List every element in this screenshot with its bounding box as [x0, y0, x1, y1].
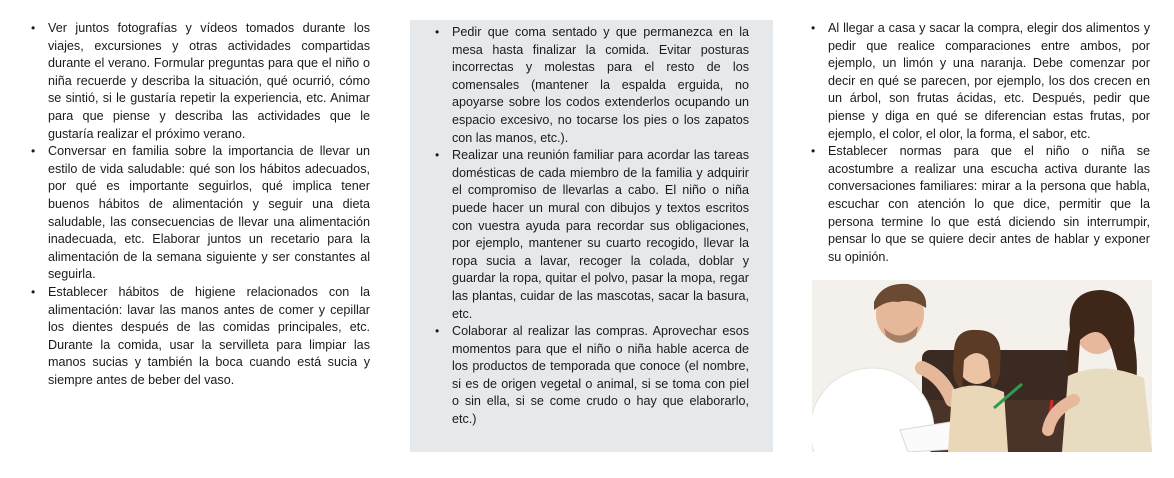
- list-item: [808, 20, 1150, 143]
- bullet-icon: •: [811, 144, 816, 159]
- list-item-text: Ver juntos fotografías y vídeos tomados durante los viajes, excursiones y otras actividades compartidas durante el verano. Formular preguntas para que el niño o niña recuerde y describa la situación, qué ocurrió, cómo se sintió, si le gustaría repetir la experiencia, etc. Animar para que piense y describa las actividades que le gustaría realizar el próximo verano.: [48, 21, 370, 141]
- bullet-icon: •: [435, 25, 440, 39]
- list-item: [432, 24, 749, 147]
- list-item: [808, 143, 1150, 266]
- list-item-text: Conversar en familia sobre la importancia de llevar un estilo de vida saludable: qué son los hábitos adecuados, por qué es importante seguirlos, qué implica tener buenos hábitos de alimentación y seguir una dieta saludable, las consecuencias de llevar una alimentación inadecuada, etc. Elaborar juntos un recetario para la alimentación de la semana siguiente y ser constantes al seguirla.: [48, 144, 370, 282]
- list-item-text: Colaborar al realizar las compras. Aprovechar esos momentos para que el niño o niña hable acerca de los productos de temporada que conoce (el nombre, si es de origen vegetal o animal, si se toma con piel o sin ella, si se come crudo o hay que elaborarlo, etc.): [452, 324, 749, 427]
- column-right: [808, 20, 1150, 266]
- bullet-icon: •: [811, 21, 816, 35]
- list-item: [28, 143, 370, 284]
- list-item-text: Realizar una reunión familiar para acordar las tareas domésticas de cada miembro de la familia y adquirir el compromiso de llevarlas a cabo. El niño o niña puede hacer un mural con dibujos y textos escritos con vuestra ayuda para recordar sus obligaciones, por ejemplo, mantener su cuarto recogido, llevar la ropa sucia a lavar, recoger la colada, doblar y guardar la ropa, quitar el polvo, pasar la mopa, regar las plantas, cuidar de las mascotas, sacar la basura, etc.: [452, 148, 749, 321]
- bullet-icon: •: [31, 144, 36, 159]
- bullet-icon: •: [31, 21, 36, 35]
- list-item-text: Establecer hábitos de higiene relacionados con la alimentación: lavar las manos antes de comer y cepillar los dientes después de las comidas principales, etc. Durante la comida, usar la servilleta para limpiar las manos sucias y también la boca cuando está sucia y siempre antes de beber del vaso.: [48, 284, 370, 387]
- list-item-text: Establecer normas para que el niño o niña se acostumbre a realizar una escucha activa durante las conversaciones familiares: mirar a la persona que habla, escuchar con atención lo que dice, permitir que la persona termine lo que está diciendo sin interrumpir, pensar lo que se quiere decir antes de hablar y exponer su opinión.: [828, 144, 1150, 264]
- bullet-list-right: [808, 20, 1150, 266]
- family-photo-icon: [812, 280, 1152, 452]
- list-item: [28, 20, 370, 143]
- bullet-icon: •: [435, 324, 440, 339]
- bullet-list-middle: [432, 24, 749, 429]
- bullet-list-left: [28, 20, 370, 389]
- bullet-icon: •: [31, 284, 36, 299]
- family-photo: [812, 280, 1152, 452]
- column-middle-shaded: [410, 20, 773, 452]
- bullet-icon: •: [435, 148, 440, 163]
- list-item-text: Pedir que coma sentado y que permanezca en la mesa hasta finalizar la comida. Evitar posturas incorrectas y molestas para el resto de los comensales (mantener la espalda erguida, no apoyarse sobre los codos extenderlos ocupando un espacio excesivo, no tocarse los pies o los zapatos con las manos, etc.).: [452, 25, 749, 145]
- list-item: [432, 147, 749, 323]
- column-left: [28, 20, 370, 389]
- list-item-text: Al llegar a casa y sacar la compra, elegir dos alimentos y pedir que realice comparaciones entre ambos, por ejemplo, un limón y una naranja. Debe comenzar por decir en qué se parecen, por ejemplo, los dos crecen en un árbol, son frutas ácidas, etc. Después, pedir que piense y diga en qué se diferencian estas frutas, por ejemplo, el color, el olor, la forma, el sabor, etc.: [828, 21, 1150, 141]
- list-item: [432, 323, 749, 429]
- list-item: [28, 284, 370, 390]
